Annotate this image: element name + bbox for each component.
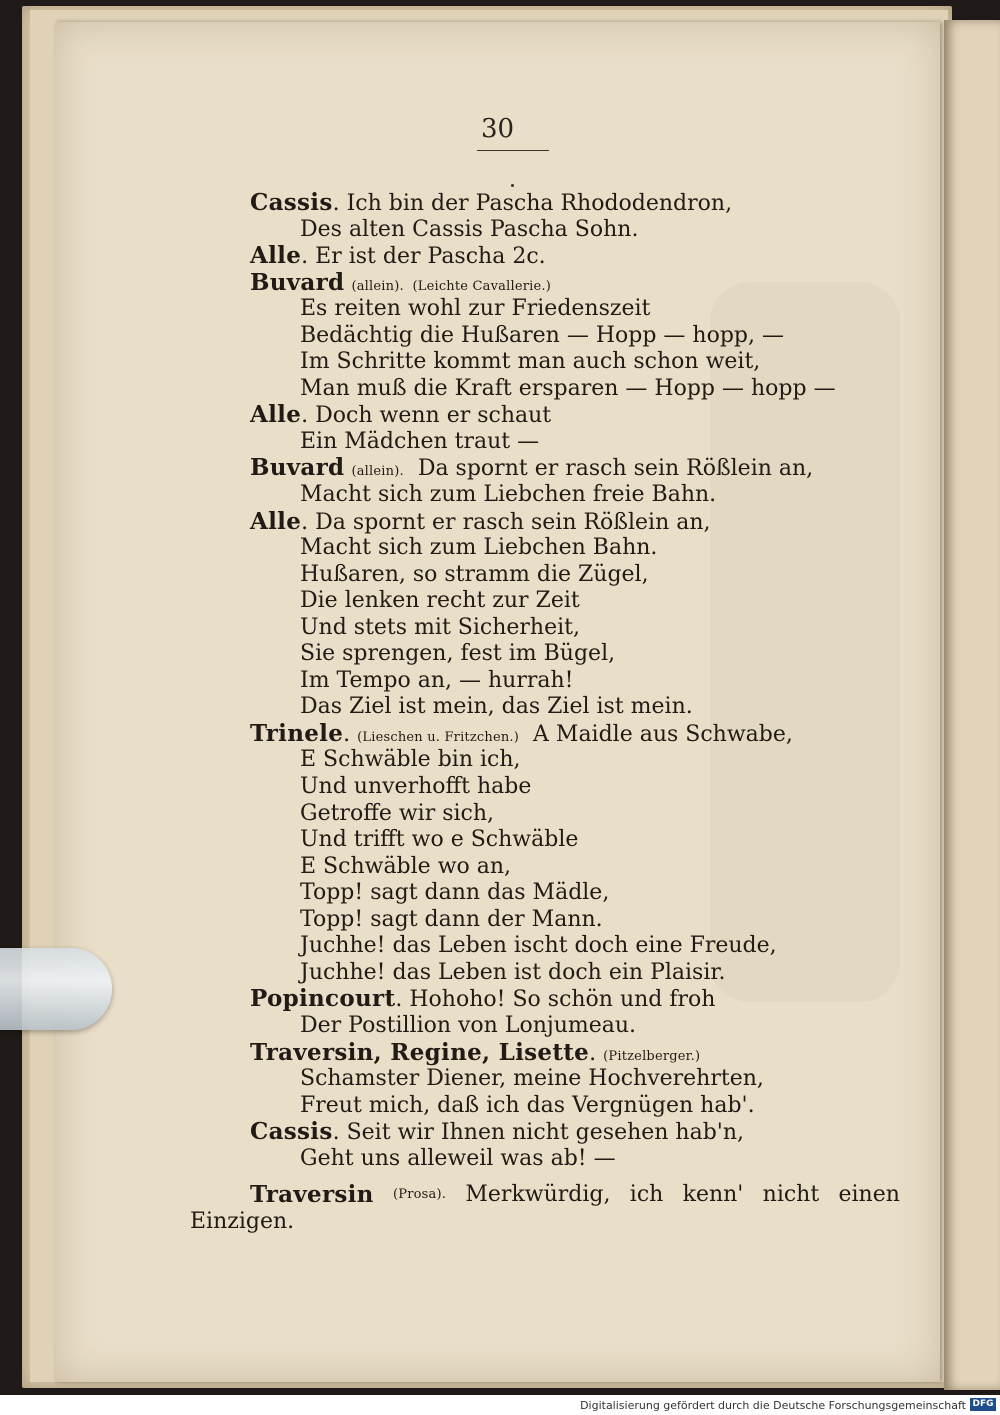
verse-line xyxy=(250,880,915,907)
line-text: Im Schritte kommt man auch schon weit, xyxy=(300,349,761,375)
verse-line xyxy=(250,376,915,403)
line-text: Er ist der Pascha 2c. xyxy=(315,244,546,270)
line-text: A Maidle aus Schwabe, xyxy=(533,721,793,747)
line-text: Macht sich zum Liebchen Bahn. xyxy=(300,535,658,561)
speaker-line xyxy=(250,509,915,536)
speaker-separator: . xyxy=(301,509,316,535)
line-text: Und stets mit Sicherheit, xyxy=(300,614,580,640)
verse-line xyxy=(250,668,915,695)
verse-line xyxy=(250,482,915,509)
line-text: Geht uns alleweil was ab! — xyxy=(300,1145,616,1171)
line-text: Hußaren, so stramm die Zügel, xyxy=(300,561,649,587)
speaker-line xyxy=(250,986,915,1013)
speaker-line xyxy=(250,455,915,482)
speaker-separator: . xyxy=(301,403,316,429)
speaker-line xyxy=(250,270,915,297)
prose-word: nicht xyxy=(762,1182,820,1208)
verse-line xyxy=(250,1066,915,1093)
dfg-logo: DFG xyxy=(970,1398,996,1411)
prose-word: kenn' xyxy=(682,1182,744,1208)
verse-line xyxy=(250,827,915,854)
prose-word: ich xyxy=(629,1182,664,1208)
speaker-separator: . xyxy=(395,987,410,1013)
line-text: Es reiten wohl zur Friedenszeit xyxy=(300,296,651,322)
verse-line xyxy=(250,535,915,562)
line-text: Juchhe! das Leben ist doch ein Plaisir. xyxy=(300,959,726,985)
line-text: Topp! sagt dann das Mädle, xyxy=(300,880,610,906)
line-text: Sie sprengen, fest im Bügel, xyxy=(300,641,616,667)
verse-line xyxy=(250,854,915,881)
play-text xyxy=(190,189,915,1235)
line-text: Juchhe! das Leben ischt doch eine Freude, xyxy=(300,933,777,959)
line-text: Hohoho! So schön und froh xyxy=(409,987,716,1013)
facing-page-edge xyxy=(944,20,1000,1390)
line-text: Topp! sagt dann der Mann. xyxy=(300,906,603,932)
speaker-separator: . xyxy=(301,244,316,270)
verse-line xyxy=(250,615,915,642)
verse-line xyxy=(250,774,915,801)
verse-line xyxy=(250,296,915,323)
verse-line xyxy=(250,323,915,350)
speaker-line xyxy=(250,1119,915,1146)
speaker-separator: . xyxy=(332,191,347,216)
ornament-dot xyxy=(511,184,514,187)
verse-line xyxy=(250,1146,915,1173)
line-text: E Schwäble bin ich, xyxy=(300,747,521,773)
stage-direction: (Pitzelberger.) xyxy=(603,1048,701,1064)
prose-continuation: Einzigen. xyxy=(190,1208,295,1234)
line-text: Im Tempo an, — hurrah! xyxy=(300,667,574,693)
line-text: Man muß die Kraft ersparen — Hopp — hopp — xyxy=(300,375,836,401)
speaker-name: Cassis xyxy=(250,1118,333,1146)
stage-direction: (Lieschen u. Fritzchen.) xyxy=(357,729,520,745)
line-text: Seit wir Ihnen nicht gesehen hab'n, xyxy=(346,1120,745,1146)
verse-line xyxy=(250,588,915,615)
speaker-separator: . xyxy=(343,721,358,747)
line-text: Macht sich zum Liebchen freie Bahn. xyxy=(300,482,717,508)
verse-line xyxy=(250,349,915,376)
line-text: Das Ziel ist mein, das Ziel ist mein. xyxy=(300,694,693,720)
line-text: Schamster Diener, meine Hochverehrten, xyxy=(300,1066,764,1092)
book-page xyxy=(55,22,940,1382)
line-text: Der Postillion von Lonjumeau. xyxy=(300,1012,637,1038)
line-text: Bedächtig die Hußaren — Hopp — hopp, — xyxy=(300,322,784,348)
line-text: Getroffe wir sich, xyxy=(300,800,495,826)
prose-line xyxy=(250,1182,900,1209)
stage-direction: (allein). (Leichte Cavallerie.) xyxy=(351,278,551,294)
speaker-line xyxy=(250,243,915,270)
verse-line xyxy=(250,747,915,774)
speaker-group xyxy=(250,1182,374,1209)
header-rule xyxy=(477,150,549,151)
line-text: E Schwäble wo an, xyxy=(300,853,512,879)
stage-direction: (allein). xyxy=(351,464,404,480)
speaker-line xyxy=(250,402,915,429)
speaker-separator: . xyxy=(332,1120,347,1146)
line-text: Doch wenn er schaut xyxy=(315,403,552,429)
line-text: Freut mich, daß ich das Vergnügen hab'. xyxy=(300,1092,755,1118)
prose-word: Merkwürdig, xyxy=(465,1182,611,1208)
speaker-name: Alle xyxy=(250,401,302,429)
speaker-name: Traversin, Regine, Lisette xyxy=(250,1038,590,1066)
page-number: 30 xyxy=(480,114,515,144)
speaker-line xyxy=(250,190,915,217)
line-text: Und unverhofft habe xyxy=(300,774,532,800)
speaker-separator: . xyxy=(589,1040,604,1066)
verse-line xyxy=(250,429,915,456)
speaker-line xyxy=(250,1040,915,1067)
prose-word: einen xyxy=(838,1182,900,1208)
speaker-name: Buvard xyxy=(250,268,345,296)
speaker-name: Trinele xyxy=(250,719,344,747)
line-text: Ich bin der Pascha Rhododendron, xyxy=(346,191,733,216)
line-text: Ein Mädchen traut — xyxy=(300,428,540,454)
line-text: Und trifft wo e Schwäble xyxy=(300,827,579,853)
verse-line xyxy=(250,641,915,668)
speaker-name: Popincourt xyxy=(250,985,396,1013)
verse-line xyxy=(250,217,915,244)
verse-line xyxy=(250,1093,915,1120)
verse-line xyxy=(250,933,915,960)
scanner-thumb-guard xyxy=(0,948,112,1030)
line-text: Da spornt er rasch sein Rößlein an, xyxy=(417,456,814,482)
verse-line xyxy=(250,960,915,987)
speaker-name: Buvard xyxy=(250,454,345,482)
speaker-name: Cassis xyxy=(250,189,333,216)
verse-line xyxy=(250,1013,915,1040)
line-text: Da spornt er rasch sein Rößlein an, xyxy=(315,509,711,535)
speaker-name: Traversin xyxy=(250,1181,374,1209)
speaker-line xyxy=(250,721,915,748)
verse-line xyxy=(250,694,915,721)
speaker-name: Alle xyxy=(250,507,302,535)
verse-line xyxy=(250,801,915,828)
verse-line xyxy=(250,907,915,934)
line-text: Die lenken recht zur Zeit xyxy=(300,588,580,614)
footer-credit: Digitalisierung gefördert durch die Deutsche Forschungsgemeinschaft xyxy=(580,1399,966,1412)
speaker-name: Alle xyxy=(250,242,302,270)
line-text: Des alten Cassis Pascha Sohn. xyxy=(300,216,639,242)
stage-direction: (Prosa). xyxy=(392,1187,447,1203)
verse-line xyxy=(250,562,915,589)
